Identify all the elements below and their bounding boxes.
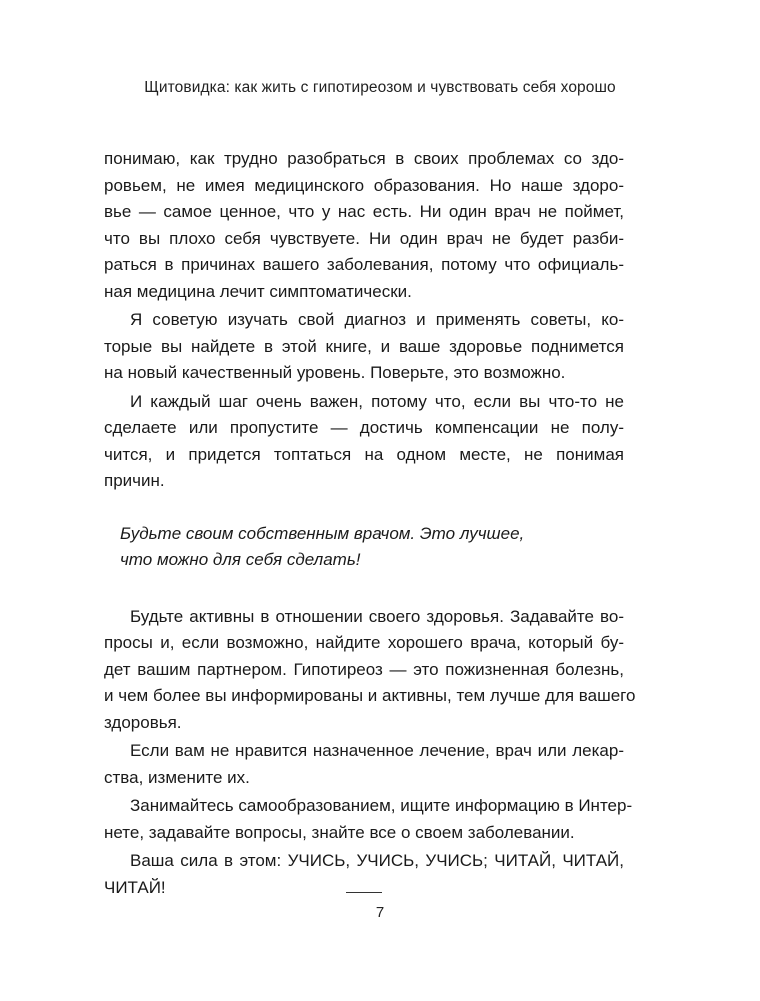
text-line: раться в причинах вашего заболевания, потому что официаль- [104,255,624,274]
text-line: сделаете или пропустите — достичь компенсации не полу- [104,418,624,437]
text-line: и чем более вы информированы и активны, тем лучше для вашего [104,686,636,705]
text-line: ства, измените их. [104,767,250,787]
quote-line: что можно для себя сделать! [120,550,361,569]
paragraph [104,146,624,305]
page-number: 7 [375,904,385,921]
text-line: чится, и придется топтаться на одном месте, не понимая [104,444,624,464]
paragraph [104,307,624,387]
text-line: Я советую изучать свой диагноз и применять советы, ко- [130,310,624,329]
paragraph [104,604,636,737]
text-line: понимаю, как трудно разобраться в своих проблемах со здо- [104,149,624,168]
text-line: на новый качественный уровень. Поверьте, это возможно. [104,363,566,382]
text-line: дет вашим партнером. Гипотиреоз — это пожизненная болезнь, [104,659,624,679]
text-line: Занимайтесь самообразованием, ищите информацию в Интер- [130,796,633,815]
text-line: ная медицина лечит симптоматически. [104,281,412,301]
paragraph [104,793,633,846]
text-line: что вы плохо себя чувствуете. Ни один врач не будет разби- [104,228,624,248]
running-header: Щитовидка: как жить с гипотиреозом и чувствовать себя хорошо [144,79,616,96]
text-line: ЧИТАЙ! [104,877,166,897]
paragraphs-after-quote [104,604,636,902]
text-line: ровьем, не имея медицинского образования. Но наше здоро- [104,175,624,195]
paragraphs-before-quote [104,146,624,495]
text-line: Ваша сила в этом: УЧИСЬ, УЧИСЬ, УЧИСЬ; ЧИТАЙ, ЧИТАЙ, [130,851,624,870]
quote-line: Будьте своим собственным врачом. Это лучшее, [120,523,525,543]
paragraph [104,389,624,495]
text-line: просы и, если возможно, найдите хорошего врача, который бу- [104,633,624,652]
folio-rule [346,892,382,893]
body-text [104,146,636,903]
paragraph [104,848,624,901]
text-line: вье — самое ценное, что у нас есть. Ни один врач не поймет, [104,202,624,221]
text-line: И каждый шаг очень важен, потому что, если вы что-то не [130,391,624,411]
paragraph [104,738,624,791]
text-line: здоровья. [104,712,182,732]
text-line: Если вам не нравится назначенное лечение, врач или лекар- [130,741,624,760]
text-line: Будьте активны в отношении своего здоровья. Задавайте во- [130,606,624,626]
pull-quote [120,521,624,574]
text-line: торые вы найдете в этой книге, и ваше здоровье поднимется [104,336,624,356]
text-line: причин. [104,471,165,490]
text-line: нете, задавайте вопросы, знайте все о своем заболевании. [104,822,575,842]
